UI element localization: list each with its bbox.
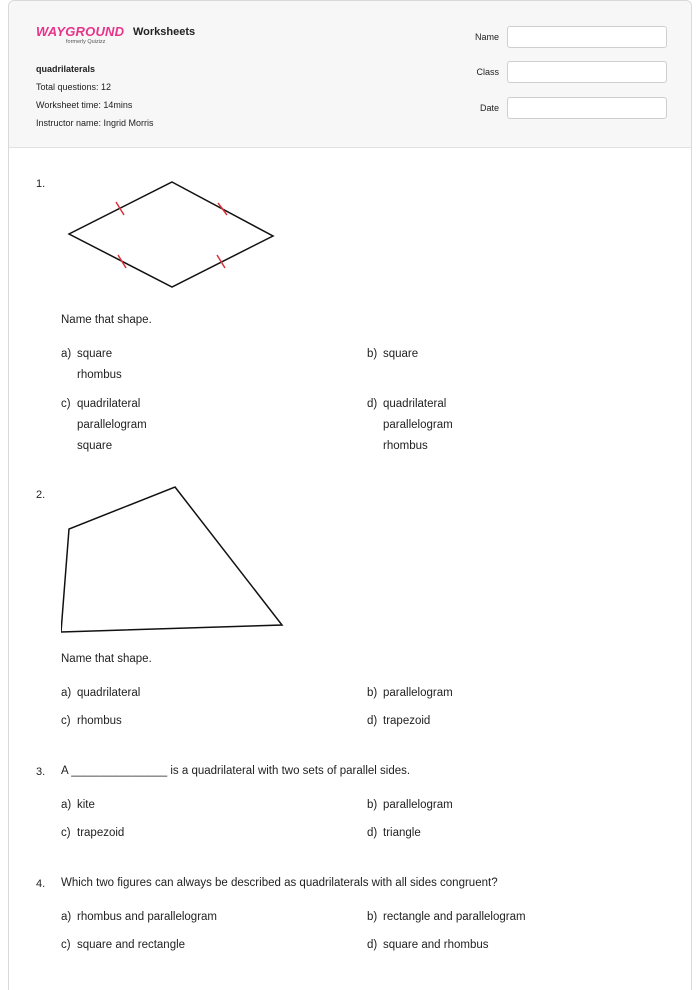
question-1-number: 1. bbox=[36, 178, 46, 190]
class-input[interactable] bbox=[507, 61, 667, 83]
q1-option-a[interactable]: a) square rhombus bbox=[61, 348, 122, 381]
quadrilateral-figure bbox=[61, 481, 301, 641]
question-4-text: Which two figures can always be described as quadrilaterals with all sides congruent? bbox=[61, 877, 498, 889]
q2-option-b[interactable]: b) parallelogram bbox=[367, 687, 453, 699]
worksheet-topic: quadrilaterals bbox=[36, 64, 96, 74]
q4-option-c[interactable]: c) square and rectangle bbox=[61, 939, 186, 951]
total-questions: Total questions: 12 bbox=[36, 82, 112, 92]
q4-option-d[interactable]: d) square and rhombus bbox=[367, 939, 489, 951]
question-3-text: A _______________ is a quadrilateral with two sets of parallel sides. bbox=[61, 765, 411, 777]
name-field bbox=[471, 26, 667, 48]
q1-option-b[interactable]: b) square bbox=[367, 348, 419, 360]
q2-option-a[interactable]: a) quadrilateral bbox=[61, 687, 141, 699]
question-2-number: 2. bbox=[36, 489, 46, 501]
worksheet-time: Worksheet time: 14mins bbox=[36, 100, 133, 110]
date-field bbox=[471, 97, 667, 119]
question-1-text: Name that shape. bbox=[61, 314, 152, 326]
class-label: Class bbox=[476, 67, 499, 77]
q2-option-c[interactable]: c) rhombus bbox=[61, 715, 122, 727]
q1-option-d[interactable]: d) quadrilateral parallelogram rhombus bbox=[367, 398, 453, 452]
date-input[interactable] bbox=[507, 97, 667, 119]
class-field bbox=[471, 61, 667, 83]
q4-option-a[interactable]: a) rhombus and parallelogram bbox=[61, 911, 217, 923]
date-label: Date bbox=[479, 103, 499, 113]
worksheet-header bbox=[9, 1, 691, 148]
q3-option-b[interactable]: b) parallelogram bbox=[367, 799, 453, 811]
brand-subtitle: formerly Quizizz bbox=[66, 39, 106, 45]
question-3-number: 3. bbox=[36, 766, 46, 778]
q3-option-c[interactable]: c) trapezoid bbox=[61, 827, 125, 839]
name-input[interactable] bbox=[507, 26, 667, 48]
q3-option-a[interactable]: a) kite bbox=[61, 799, 95, 811]
q4-option-b[interactable]: b) rectangle and parallelogram bbox=[367, 911, 526, 923]
app-title: Worksheets bbox=[133, 26, 196, 38]
q2-option-d[interactable]: d) trapezoid bbox=[367, 715, 431, 727]
brand-logo bbox=[36, 23, 124, 45]
name-label: Name bbox=[474, 32, 499, 42]
worksheet-page bbox=[8, 0, 692, 990]
worksheet-meta bbox=[36, 60, 154, 132]
q1-option-c[interactable]: c) quadrilateral parallelogram square bbox=[61, 398, 147, 452]
rhombus-figure bbox=[61, 173, 291, 293]
q3-option-d[interactable]: d) triangle bbox=[367, 827, 421, 839]
instructor-name: Instructor name: Ingrid Morris bbox=[36, 118, 154, 128]
question-4-number: 4. bbox=[36, 878, 46, 890]
brand-name: WAYGROUND bbox=[36, 24, 125, 39]
question-2-text: Name that shape. bbox=[61, 653, 152, 665]
